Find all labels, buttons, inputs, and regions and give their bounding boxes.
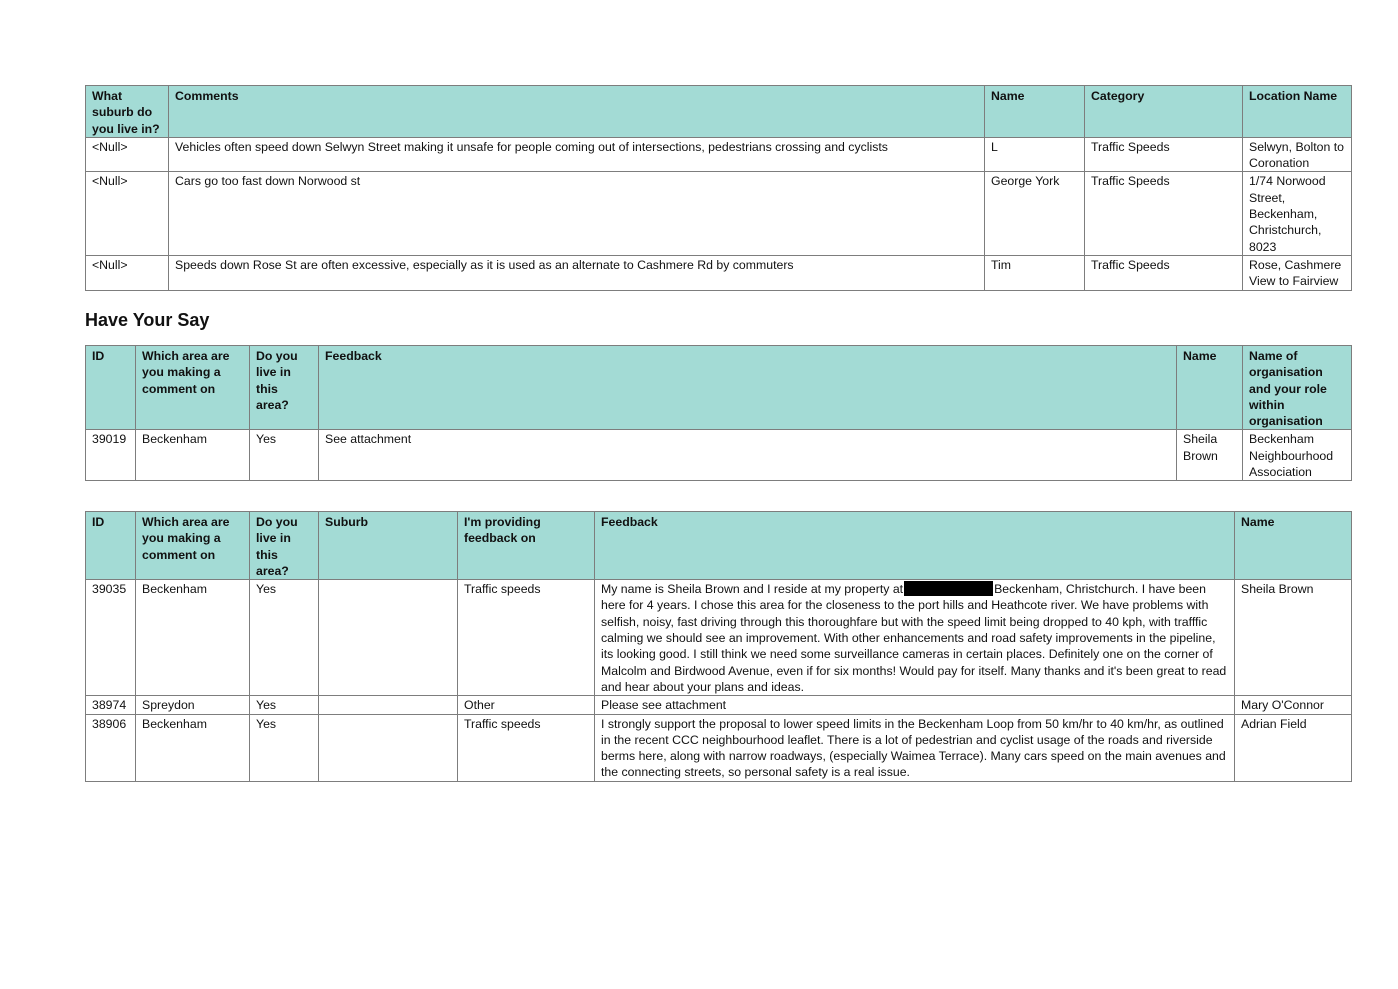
cell-suburb [319,580,458,696]
cell-suburb [319,696,458,714]
cell-category: Traffic Speeds [1085,172,1243,255]
cell-area: Beckenham [136,714,250,781]
cell-feedback: See attachment [319,430,1177,481]
cell-suburb: <Null> [86,137,169,172]
cell-location: Selwyn, Bolton to Coronation [1243,137,1352,172]
feedback-text-start: My name is Sheila Brown and I reside at my property at [601,582,904,597]
header-name: Name [1235,512,1352,580]
cell-live: Yes [250,714,319,781]
table-header-row [86,512,1352,580]
cell-feedback [595,580,1235,696]
cell-name: Mary O'Connor [1235,696,1352,714]
feedback-submissions-table [85,511,1352,782]
cell-feedback: I strongly support the proposal to lower speed limits in the Beckenham Loop from 50 km/hr to 40 km/hr, as outlined in the recent CCC neighbourhood leaflet. There is a lot of pedestrian and cyclist usage of the roads and riverside berms here, along with narrow roadways, (especially Waimea Terrace). Many cars speed on the main avenues and the connecting streets, so personal safety is a real issue. [595,714,1235,781]
organisation-feedback-table [85,345,1352,481]
header-area: Which area are you making a comment on [136,346,250,430]
cell-area: Spreydon [136,696,250,714]
cell-id: 38974 [86,696,136,714]
header-feedback: Feedback [595,512,1235,580]
header-live: Do you live in this area? [250,512,319,580]
header-organisation: Name of organisation and your role within organisation [1243,346,1352,430]
table-row [86,172,1352,255]
header-area: Which area are you making a comment on [136,512,250,580]
cell-location: 1/74 Norwood Street, Beckenham, Christchurch, 8023 [1243,172,1352,255]
location-comments-table [85,85,1352,291]
cell-comments: Vehicles often speed down Selwyn Street making it unsafe for people coming out of intersections, pedestrians crossing and cyclists [169,137,985,172]
redaction-block [904,581,993,596]
cell-id: 38906 [86,714,136,781]
section-title: Have Your Say [85,310,210,330]
cell-topic: Traffic speeds [458,714,595,781]
header-id: ID [86,346,136,430]
cell-feedback: Please see attachment [595,696,1235,714]
header-topic: I'm providing feedback on [458,512,595,580]
cell-suburb: <Null> [86,172,169,255]
cell-name: George York [985,172,1085,255]
cell-live: Yes [250,430,319,481]
table-header-row [86,86,1352,138]
header-feedback: Feedback [319,346,1177,430]
table-row [86,696,1352,714]
cell-name: L [985,137,1085,172]
feedback-text-end: Beckenham, Christchurch. I have been here for 4 years. I chose this area for the closeness to the port hills and Heathcote river. We have problems with selfish, noisy, fast driving through this thoroughfare but with the speed limit being dropped to 40 kph, with trafffic calming we should see an improvement. With other enhancements and road safety improvements in the pipeline, its looking good. I still think we need some surveillance cameras in certain places. Definitely one on the corner of Malcolm and Birdwood Avenue, even if for six months! Would pay for itself. Many thanks and it's been great to read and hear about your plans and ideas. [601,582,1227,694]
cell-organisation: Beckenham Neighbourhood Association [1243,430,1352,481]
header-live: Do you live in this area? [250,346,319,430]
header-comments: Comments [169,86,985,138]
cell-area: Beckenham [136,430,250,481]
table-row [86,430,1352,481]
cell-area: Beckenham [136,580,250,696]
cell-category: Traffic Speeds [1085,137,1243,172]
header-name: Name [1177,346,1243,430]
header-suburb: Suburb [319,512,458,580]
cell-name: Sheila Brown [1235,580,1352,696]
header-category: Category [1085,86,1243,138]
cell-live: Yes [250,580,319,696]
cell-id: 39019 [86,430,136,481]
cell-live: Yes [250,696,319,714]
header-name: Name [985,86,1085,138]
cell-suburb [319,714,458,781]
table-row [86,255,1352,290]
cell-topic: Traffic speeds [458,580,595,696]
cell-comments: Cars go too fast down Norwood st [169,172,985,255]
header-id: ID [86,512,136,580]
cell-name: Sheila Brown [1177,430,1243,481]
header-location: Location Name [1243,86,1352,138]
cell-name: Tim [985,255,1085,290]
cell-comments: Speeds down Rose St are often excessive, especially as it is used as an alternate to Cashmere Rd by commuters [169,255,985,290]
table-row [86,137,1352,172]
table-header-row [86,346,1352,430]
table-row [86,580,1352,696]
header-suburb: What suburb do you live in? [86,86,169,138]
cell-topic: Other [458,696,595,714]
cell-location: Rose, Cashmere View to Fairview [1243,255,1352,290]
table-row [86,714,1352,781]
cell-suburb: <Null> [86,255,169,290]
cell-name: Adrian Field [1235,714,1352,781]
cell-id: 39035 [86,580,136,696]
cell-category: Traffic Speeds [1085,255,1243,290]
